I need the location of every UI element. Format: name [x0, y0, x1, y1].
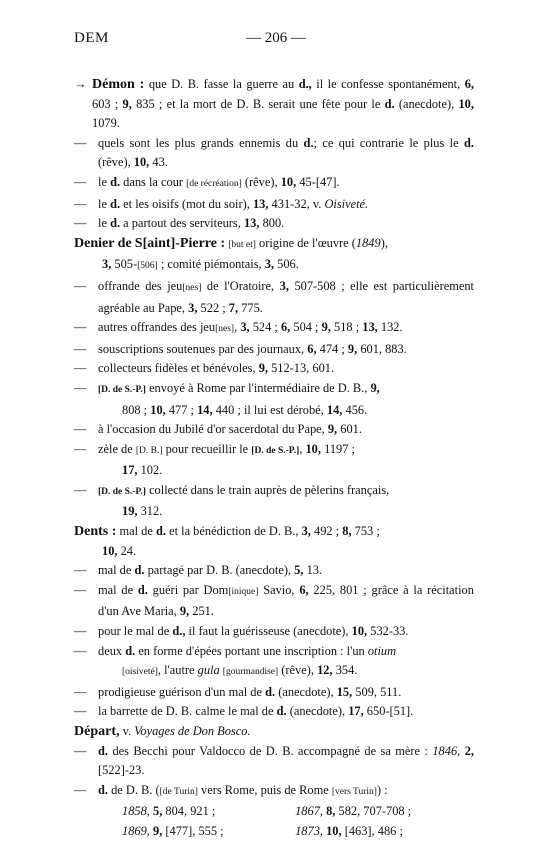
volume: 17, — [348, 704, 364, 719]
year: 1873, — [295, 823, 323, 838]
index-entry-dents — [74, 522, 474, 561]
editorial-insert: [D. de S.-P.] — [98, 486, 146, 497]
entry-text: collecté dans le train auprès de pèlerins français, — [149, 482, 390, 497]
pages: 603 ; — [92, 96, 119, 111]
pages: 505- — [114, 257, 138, 272]
editorial-insert: [vers Turin] — [331, 786, 377, 797]
volume: 5, — [294, 563, 304, 578]
volume: 3, — [240, 320, 250, 335]
entry-text: et la bénédiction de D. B., — [169, 524, 299, 539]
entry-text: envoyé à Rome par l'intermédiaire de D. B., — [149, 380, 368, 395]
pages: 45-[47]. — [299, 174, 340, 189]
entry-text: de D. B. ( — [111, 782, 160, 797]
pages: 504 ; — [293, 320, 319, 335]
continuation — [74, 542, 474, 562]
abbrev: d. — [98, 782, 108, 797]
volume: 15, — [336, 684, 353, 699]
pages: 601. — [340, 422, 362, 437]
volume: 14, — [326, 402, 343, 417]
volume: 6, — [299, 582, 309, 597]
entry-text: 507-508 ; elle est particulièrement agréable au Pape, — [98, 278, 474, 315]
entry-text: offrande des jeu — [98, 278, 183, 293]
headword: Dents : — [74, 524, 117, 540]
volume: 8, — [326, 804, 336, 819]
volume: 5, — [153, 804, 163, 819]
volume: 6, — [464, 77, 474, 91]
entry-text: ) : — [376, 782, 388, 797]
entry-text: ), — [380, 235, 388, 250]
entry-text: dans la cour — [123, 174, 184, 189]
entry-text: en forme d'épées portant une inscription : l'un — [138, 643, 365, 658]
abbrev: d., — [172, 624, 186, 639]
continuation — [92, 661, 474, 683]
abbrev: d. — [110, 196, 121, 211]
sub-entry — [74, 277, 474, 318]
pages: 522 ; — [200, 300, 226, 315]
entry-text: 225, 801 ; grâce à la récitation d'un Ave Maria, — [98, 582, 474, 619]
entry-text: souscriptions soutenues par des journaux, — [98, 341, 305, 356]
volume: 3, — [301, 524, 311, 539]
pages: 102. — [140, 463, 163, 478]
pages: 1079. — [92, 116, 120, 131]
entry-text: (rêve), — [281, 663, 314, 678]
pages: 524 ; — [252, 320, 278, 335]
pages: 808 ; — [122, 402, 148, 417]
entry-text: vers Rome, puis de Rome — [201, 782, 329, 797]
editorial-insert: [nes] — [182, 282, 202, 293]
volume: 10, — [351, 624, 368, 639]
editorial-insert: [D. de S.-P.] — [98, 384, 146, 395]
pages: 532-33. — [370, 624, 409, 639]
editorial-insert: [gourmandise] — [222, 667, 279, 678]
pages: 800. — [262, 216, 285, 231]
sub-entry — [74, 420, 474, 440]
entry-text: (rêve), — [244, 174, 278, 189]
year: 1849 — [355, 235, 381, 250]
volume: 10, — [102, 543, 118, 558]
pages: 43. — [152, 155, 168, 170]
editorial-insert: [inique] — [228, 586, 259, 597]
entry-text: 835 ; et la mort de D. B. serait une fête pour le — [136, 96, 381, 111]
editorial-insert: [de récréation] — [186, 178, 242, 189]
entry-text: zèle de — [98, 441, 133, 456]
volume: 10, — [305, 441, 321, 456]
editorial-insert: [oisiveté] — [122, 667, 158, 678]
pages: 354. — [335, 663, 358, 678]
sub-entry — [74, 173, 474, 195]
entry-text: le — [98, 174, 107, 189]
sub-entry — [74, 702, 474, 722]
abbrev: d. — [276, 704, 287, 719]
abbrev: d. — [265, 684, 276, 699]
volume: 3, — [279, 278, 289, 293]
entry-text: le — [98, 216, 107, 231]
volume: 13, — [362, 320, 378, 335]
pages: 474 ; — [319, 341, 345, 356]
pages: 251. — [192, 604, 214, 619]
pages: 775. — [241, 300, 263, 315]
volume: 9, — [179, 604, 190, 619]
pages: 518 ; — [334, 320, 360, 335]
trip-column — [292, 824, 403, 838]
entry-text: quels sont les plus grands ennemis du — [98, 135, 299, 150]
year: 1869, — [122, 823, 150, 838]
entry-text: de l'Oratoire, — [206, 278, 275, 293]
entry-text: pour le mal de — [98, 624, 170, 639]
sub-entry — [74, 642, 474, 683]
abbrev: d. — [110, 174, 121, 189]
year: 1867, — [295, 804, 323, 819]
abbrev: d. — [134, 563, 145, 578]
entry-text: (anecdote), — [289, 704, 346, 719]
pages: 1197 ; — [324, 441, 355, 456]
volume: 9, — [258, 361, 268, 376]
entry-text: mal de — [98, 582, 134, 597]
volume: 9, — [321, 320, 331, 335]
volume: 13, — [252, 196, 269, 211]
pages: 492 ; — [314, 524, 340, 539]
entry-text: , — [234, 320, 238, 335]
sub-entry — [74, 481, 474, 522]
sub-entry — [74, 134, 474, 173]
pages: 601, 883. — [360, 341, 407, 356]
running-head: DEM — [74, 30, 109, 46]
sub-entry — [74, 440, 474, 481]
volume: 10, — [280, 174, 297, 189]
pages: 804, 921 ; — [165, 804, 216, 819]
latin-word: otium — [367, 643, 397, 658]
year: 1846, — [432, 743, 461, 758]
entry-text: origine de l'œuvre ( — [259, 235, 356, 250]
pages: [522]-23. — [98, 763, 145, 778]
continuation — [92, 822, 474, 842]
entry-text: et les oisifs (mot du soir), — [123, 196, 250, 211]
pages: 650-[51]. — [366, 704, 414, 719]
entry-text: ; ce qui contrarie le plus le — [313, 135, 459, 150]
entry-text: prodigieuse guérison d'un mal de — [98, 684, 262, 699]
entry-text: (rêve), — [98, 155, 131, 170]
entry-text: (anecdote), — [398, 96, 455, 111]
year: 1858, — [122, 804, 150, 819]
volume: 14, — [197, 402, 213, 417]
pages: 477 ; — [168, 402, 194, 417]
entry-text: autres offrandes des jeu — [98, 320, 216, 335]
entry-text: collecteurs fidèles et bénévoles, — [98, 361, 256, 376]
sub-entry — [74, 622, 474, 642]
index-entry-demon — [74, 75, 474, 134]
entry-text: guéri par Dom — [152, 582, 229, 597]
entry-text: v. — [122, 724, 132, 738]
continuation — [92, 802, 474, 822]
pages: 506. — [277, 257, 299, 272]
sub-entry — [74, 214, 474, 234]
volume: 10, — [326, 823, 342, 838]
editorial-insert: [de Turin] — [159, 786, 198, 797]
latin-word: gula — [197, 663, 220, 678]
trip-column — [292, 804, 411, 818]
index-entries — [74, 75, 474, 842]
pages: 431-32, v. — [271, 196, 322, 211]
entry-text: ; comité piémontais, — [160, 257, 262, 272]
pages: 13. — [306, 563, 323, 578]
volume: 12, — [317, 663, 333, 678]
index-entry-denier — [74, 234, 474, 277]
continuation — [92, 502, 474, 522]
volume: 3, — [188, 300, 198, 315]
arrow-right-icon: → — [74, 77, 87, 91]
index-entry-depart — [74, 722, 474, 742]
volume: 10, — [150, 402, 166, 417]
entry-text: pour recueillir le — [165, 441, 249, 456]
trip-column — [122, 802, 292, 822]
continuation — [92, 461, 474, 481]
entry-text: la barrette de D. B. calme le mal de — [98, 704, 274, 719]
entry-text: il faut la guérisseuse (anecdote), — [188, 624, 349, 639]
entry-text: Savio, — [263, 582, 295, 597]
entry-text: partagé par D. B. (anecdote), — [147, 563, 292, 578]
volume: 6, — [280, 320, 291, 335]
volume: 2, — [464, 743, 474, 758]
volume: 10, — [458, 96, 474, 111]
editorial-insert: [nes] — [215, 324, 235, 335]
editorial-insert: [D. B.] — [135, 445, 163, 456]
volume: 17, — [122, 463, 138, 478]
sub-entry — [74, 195, 474, 215]
entry-text: à l'occasion du Jubilé d'or sacerdotal du Pape, — [98, 422, 325, 437]
volume: 9, — [153, 823, 163, 838]
headword: S[aint]-Pierre : — [134, 235, 226, 251]
entry-text: des Becchi pour Valdocco de D. B. accompagné de sa mère : — [112, 743, 428, 758]
editorial-insert: [but et] — [228, 239, 256, 250]
sub-entry — [74, 318, 474, 340]
abbrev: d. — [384, 96, 395, 111]
volume: 8, — [342, 524, 352, 539]
volume: 9, — [347, 341, 358, 356]
entry-text: il le confesse spontanément, — [316, 77, 461, 91]
abbrev: d. — [125, 643, 136, 658]
pages: 24. — [120, 543, 137, 558]
pages: 456. — [345, 402, 368, 417]
volume: 6, — [307, 341, 317, 356]
volume: 13, — [243, 216, 260, 231]
volume: 10, — [133, 155, 150, 170]
pages: 312. — [140, 504, 163, 519]
pages: 132. — [380, 320, 403, 335]
entry-text: , l'autre — [157, 663, 195, 678]
pages: [477], — [165, 823, 196, 838]
sub-entry — [74, 781, 474, 842]
abbrev: d. — [463, 135, 474, 150]
pages: 486 ; — [377, 823, 403, 838]
volume: 3, — [264, 257, 275, 272]
volume: 19, — [122, 504, 138, 519]
continuation — [92, 401, 474, 421]
sub-entry — [74, 379, 474, 420]
trip-column — [122, 822, 292, 842]
abbrev: d. — [155, 524, 166, 539]
abbrev: d. — [98, 743, 108, 758]
sub-entry — [74, 742, 474, 781]
entry-text: mal de — [98, 563, 132, 578]
volume: 9, — [327, 422, 338, 437]
continuation — [74, 255, 474, 277]
entry-text: que D. B. fasse la guerre au — [148, 77, 295, 91]
entry-text: , — [299, 441, 303, 456]
entry-text: deux — [98, 643, 123, 658]
pages: 512-13, 601. — [271, 361, 335, 376]
abbrev: d. — [137, 582, 148, 597]
headword: Départ, — [74, 724, 120, 739]
volume: 7, — [228, 300, 239, 315]
page-number: — 206 — — [246, 30, 306, 46]
cross-reference: Voyages de Don Bosco. — [134, 724, 251, 738]
entry-text: le — [98, 196, 107, 211]
editorial-insert: [D. de S.-P.] — [251, 445, 300, 456]
cross-reference: Oisiveté. — [324, 196, 369, 211]
pages: 753 ; — [354, 524, 380, 539]
entry-text: mal de — [119, 524, 153, 539]
volume: 9, — [122, 96, 132, 111]
headword: Démon : — [92, 77, 145, 92]
entry-text: 440 ; il lui est dérobé, — [215, 402, 324, 417]
volume: 3, — [102, 257, 112, 272]
abbrev: d. — [303, 135, 314, 150]
entry-text: (anecdote), — [278, 684, 334, 699]
sub-entry — [74, 683, 474, 703]
sub-entry — [74, 581, 474, 622]
abbrev: d. — [110, 216, 121, 231]
sub-entry — [74, 340, 474, 360]
entry-text: a partout des serviteurs, — [123, 216, 241, 231]
pages: 582, 707-708 ; — [338, 804, 412, 819]
volume: 9, — [370, 380, 380, 395]
sub-entry — [74, 359, 474, 379]
headword: Denier de — [74, 235, 132, 251]
sub-entry — [74, 561, 474, 581]
pages: 509, 511. — [355, 684, 402, 699]
pages: [463], — [344, 823, 375, 838]
abbrev: d., — [298, 77, 312, 91]
editorial-insert: [506] — [137, 261, 158, 272]
pages: 555 ; — [198, 823, 224, 838]
